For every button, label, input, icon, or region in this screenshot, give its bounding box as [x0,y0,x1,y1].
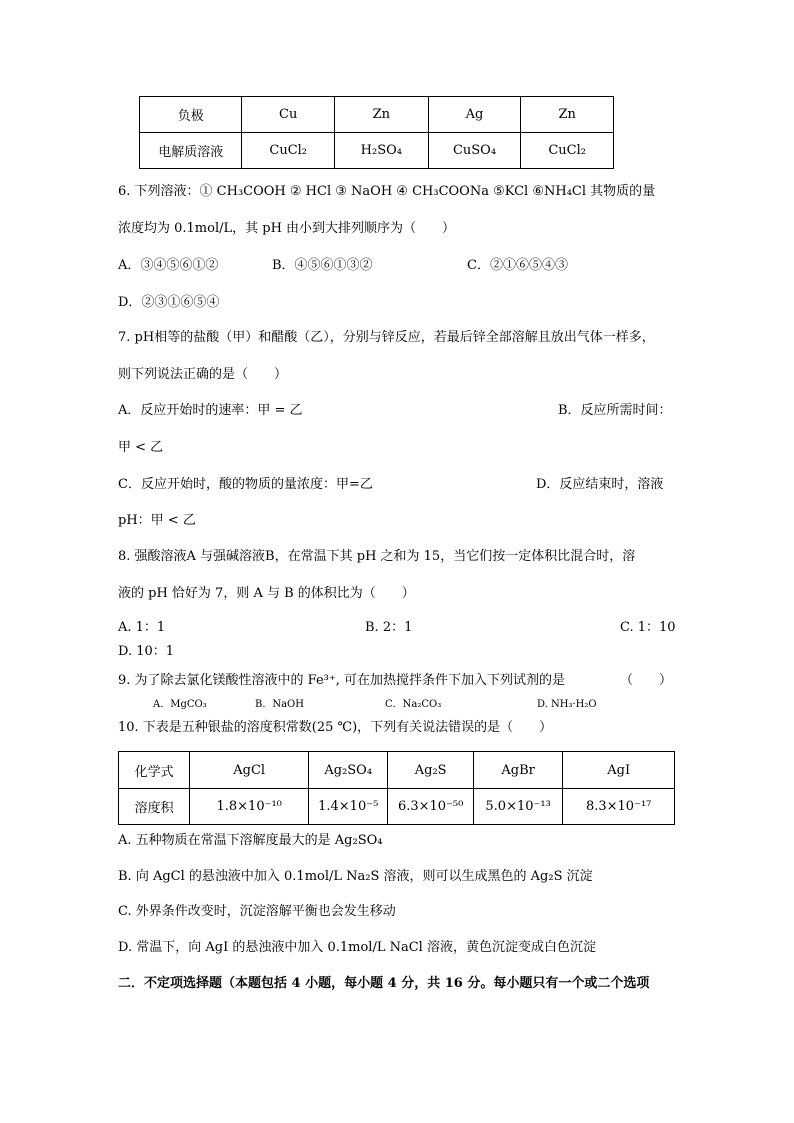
q6-option-c: C．②①⑥⑤④③ [467,258,568,273]
q8-option-c: C. 1：10 [620,620,676,635]
q10-stem: 10. 下表是五种银盐的溶度积常数(25 ℃)，下列有关说法错误的是（ ） [118,720,553,735]
q8-option-a: A. 1：1 [118,620,166,635]
table-cell: 电解质溶液 [140,133,242,169]
table-cell: Ag [428,97,521,133]
electrode-table [139,96,614,169]
table-cell: Ag₂S [388,752,473,789]
q9-stem: 9. 为了除去氯化镁酸性溶液中的 Fe³⁺, 可在加热搅拌条件下加入下列试剂的是 [118,673,566,688]
table-cell: CuSO₄ [428,133,521,169]
q9-option-d: D. NH₃·H₂O [537,699,597,710]
table-cell: 化学式 [119,752,190,789]
q9-answer-paren: （ ） [620,673,673,688]
table-cell: Zn [521,97,614,133]
section-heading: 二．不定项选择题（本题包括 4 小题，每小题 4 分，共 16 分。每小题只有一个或二个选项 [118,976,650,991]
q6-stem-line1: 6. 下列溶液：① CH₃COOH ② HCl ③ NaOH ④ CH₃COONa ⑤KCl ⑥NH₄Cl 其物质的量 [118,184,656,199]
q7-stem-line1: 7. pH相等的盐酸（甲）和醋酸（乙），分别与锌反应，若最后锌全部溶解且放出气体一样多， [118,330,655,345]
table-cell: AgI [563,752,675,789]
table-row [119,752,675,789]
table-row [140,97,614,133]
table-cell: 8.3×10⁻¹⁷ [563,789,675,825]
table-cell: AgBr [473,752,562,789]
q7-option-d: D．反应结束时，溶液 [536,477,664,492]
solubility-table [118,751,675,825]
q6-option-b: B．④⑤⑥①③② [272,258,373,273]
table-cell: 6.3×10⁻⁵⁰ [388,789,473,825]
table-row [140,133,614,169]
q9-option-b: B．NaOH [255,699,304,710]
q10-option-c: C. 外界条件改变时，沉淀溶解平衡也会发生移动 [118,904,396,919]
table-cell: H₂SO₄ [335,133,429,169]
q6-stem-line2: 浓度均为 0.1mol/L，其 pH 由小到大排列顺序为（ ） [118,221,456,236]
table-cell: Zn [335,97,429,133]
table-row [119,789,675,825]
q9-option-a: A．MgCO₃ [153,699,207,710]
q7-option-c: C．反应开始时，酸的物质的量浓度：甲=乙 [118,477,373,492]
q7-option-d-cont: pH：甲 < 乙 [118,513,196,528]
q8-option-b: B. 2：1 [365,620,413,635]
q9-option-c: C．Na₂CO₃ [385,699,442,710]
table-cell: 1.4×10⁻⁵ [309,789,388,825]
q8-stem-line2: 液的 pH 恰好为 7，则 A 与 B 的体积比为（ ） [118,586,415,601]
q10-option-d: D. 常温下，向 AgI 的悬浊液中加入 0.1mol/L NaCl 溶液，黄色沉淀变成白色沉淀 [118,940,596,955]
table-cell: AgCl [190,752,309,789]
q7-stem-line2: 则下列说法正确的是（ ） [118,367,288,382]
table-cell: CuCl₂ [521,133,614,169]
q7-option-a: A．反应开始时的速率：甲 = 乙 [118,403,303,418]
q7-option-b: B．反应所需时间： [558,403,672,418]
table-cell: 负极 [140,97,242,133]
q7-option-b-cont: 甲 < 乙 [118,440,164,455]
table-cell: Cu [242,97,335,133]
q10-option-b: B. 向 AgCl 的悬浊液中加入 0.1mol/L Na₂S 溶液，则可以生成黑色的 Ag₂S 沉淀 [118,869,593,884]
q6-option-d: D．②③①⑥⑤④ [118,295,220,310]
table-cell: CuCl₂ [242,133,335,169]
q6-option-a: A．③④⑤⑥①② [118,258,219,273]
table-cell: 5.0×10⁻¹³ [473,789,562,825]
table-cell: Ag₂SO₄ [309,752,388,789]
q8-option-d: D. 10：1 [118,644,175,659]
q10-option-a: A. 五种物质在常温下溶解度最大的是 Ag₂SO₄ [118,833,383,848]
q8-stem-line1: 8. 强酸溶液A 与强碱溶液B，在常温下其 pH 之和为 15，当它们按一定体积比混合时，溶 [118,549,636,564]
table-cell: 溶度积 [119,789,190,825]
table-cell: 1.8×10⁻¹⁰ [190,789,309,825]
